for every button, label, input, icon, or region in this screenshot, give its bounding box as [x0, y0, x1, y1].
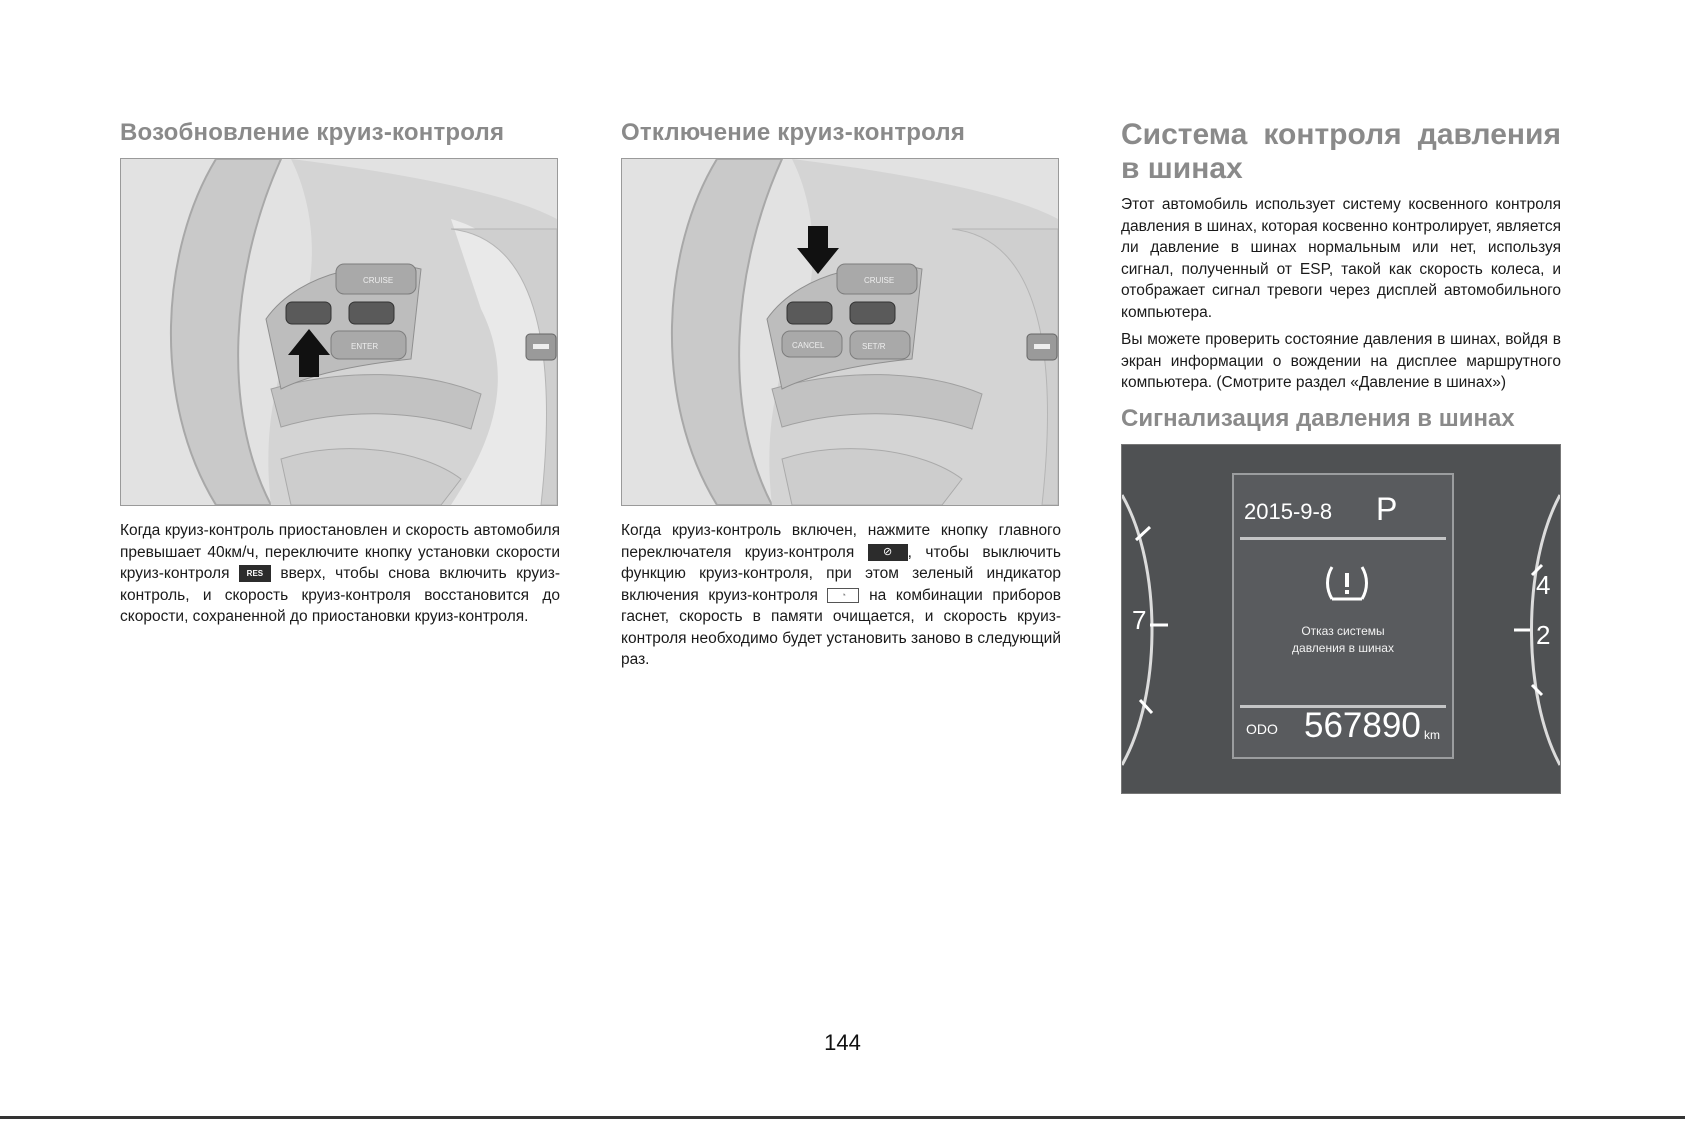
- svg-text:SET/R: SET/R: [862, 342, 886, 351]
- gear-indicator: P: [1376, 490, 1398, 527]
- column-tpms: [1121, 118, 1561, 794]
- odometer-icon: ODO: [1246, 720, 1278, 737]
- gauge-left-number: 7: [1132, 604, 1147, 635]
- paragraph-text-part1: Когда круиз-контроль приостановлен и скорость автомобиля превышает 40км/ч, переключите кнопку установки скорости круиз-контроля: [120, 522, 560, 582]
- odometer-unit: km: [1424, 727, 1440, 742]
- tire-pressure-warning-icon: [1324, 563, 1370, 603]
- svg-text:ENTER: ENTER: [351, 342, 379, 351]
- column-cancel-cruise: [621, 118, 1061, 671]
- title-line2: в шинах: [1121, 152, 1243, 185]
- resume-paragraph: [120, 520, 560, 628]
- tpms-warning-message: [1234, 623, 1452, 657]
- footer-rule: [0, 1116, 1685, 1119]
- tpms-paragraph-1: Этот автомобиль использует систему косвенного контроля давления в шинах, которая косвенно контролирует, является ли давление в шинах нормальным или нет, используя сигнал, полученный от ESP, такой как скорость колеса, и отображает сигнал тревоги через дисплей автомобильного компьютера.: [1121, 196, 1561, 321]
- svg-text:CRUISE: CRUISE: [864, 276, 895, 285]
- display-divider: [1240, 537, 1446, 540]
- cruise-control-icon: ⊘: [868, 544, 908, 561]
- tpms-subheading: Сигнализация давления в шинах: [1121, 404, 1515, 432]
- warning-line2: давления в шинах: [1292, 640, 1394, 655]
- paragraph-text-part3: на комбинации приборов гаснет, скорость в памяти очищается, и скорость круиз-контроля необходимо будет установить заново в следующий раз.: [621, 586, 1062, 668]
- svg-text:CANCEL: CANCEL: [792, 341, 825, 350]
- odometer-value: 567890: [1304, 705, 1421, 745]
- paragraph-text-part2: , чтобы выключить функцию круиз-контроля, при этом зеленый индикатор включения круиз-контроля: [621, 543, 1061, 604]
- tpms-paragraph-2: Вы можете проверить состояние давления в шинах, войдя в экран информации о вождении на дисплее маршрутного компьютера. (Смотрите раздел «Давление в шинах»): [1121, 331, 1561, 391]
- paragraph-text-part2: вверх, чтобы снова включить круиз-контроль, и скорость круиз-контроля восстановится до скорости, сохраненной до приостановки круиз-контроля.: [120, 565, 560, 625]
- cruise-indicator-icon: ◔: [827, 588, 859, 603]
- title-word: контроля: [1263, 118, 1402, 151]
- steering-wheel-figure-cancel: [621, 158, 1059, 506]
- column-resume-cruise: [120, 118, 560, 628]
- svg-text:CRUISE: CRUISE: [363, 276, 394, 285]
- cluster-display: [1232, 473, 1454, 759]
- instrument-cluster-image: [1121, 444, 1561, 794]
- section-heading: Возобновление круиз-контроля: [120, 119, 505, 146]
- title-word: Система: [1121, 118, 1248, 151]
- cancel-paragraph: [621, 520, 1061, 671]
- section-heading: Отключение круиз-контроля: [621, 119, 966, 146]
- steering-wheel-figure-resume: [120, 158, 558, 506]
- page-number: 144: [824, 1030, 861, 1055]
- gauge-right-number: 4: [1536, 569, 1551, 600]
- title-word: давления: [1417, 118, 1561, 151]
- warning-line1: Отказ системы: [1301, 623, 1385, 638]
- gauge-right-number: 2: [1536, 619, 1551, 650]
- display-date: 2015-9-8: [1244, 498, 1333, 524]
- paragraph-text-part1: Когда круиз-контроль включен, нажмите кнопку главного переключателя круиз-контроля: [621, 522, 1061, 561]
- tpms-title: [1121, 118, 1561, 186]
- res-button-icon: RES: [239, 565, 271, 582]
